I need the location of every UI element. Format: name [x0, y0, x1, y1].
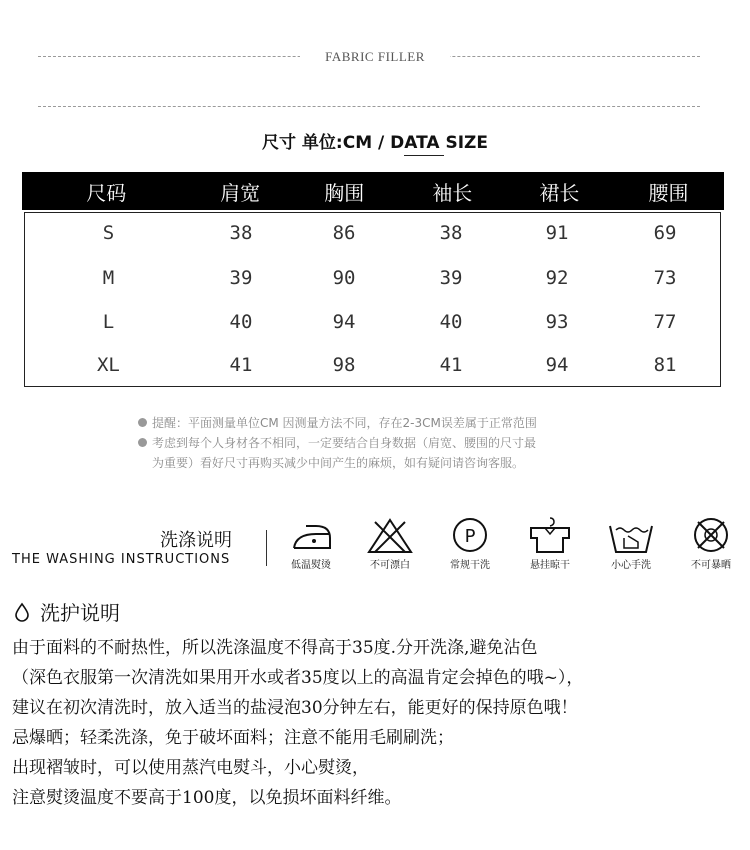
size-table-body [24, 212, 721, 387]
note-text: 为重要）看好尺寸再购买减少中间产生的麻烦，如有疑问请咨询客服。 [152, 456, 525, 470]
table-row [25, 263, 720, 293]
table-cell: 86 [332, 222, 356, 244]
table-cell: M [102, 267, 115, 289]
table-row [25, 218, 720, 248]
table-cell: 90 [332, 267, 356, 289]
col-header-size: 尺码 [86, 180, 127, 205]
icon-label: 小心手洗 [611, 560, 651, 571]
care-line: 出现褶皱时，可以使用蒸汽电熨斗，小心熨烫， [12, 758, 369, 778]
no-bleach-icon [355, 516, 425, 571]
care-body [12, 633, 742, 813]
table-cell: 38 [439, 222, 463, 244]
table-cell: 77 [653, 311, 677, 333]
care-line: （深色衣服第一次清洗如果用开水或者35度以上的高温肯定会掉色的哦~）， [12, 668, 584, 688]
col-header-shoulder: 肩宽 [220, 180, 261, 205]
col-header-waist: 腰围 [648, 180, 689, 205]
iron-low-temp-icon [276, 516, 346, 571]
table-cell: 94 [545, 354, 569, 376]
table-cell: 93 [545, 311, 569, 333]
table-cell: 41 [229, 354, 253, 376]
table-cell: S [102, 222, 115, 244]
size-table-title: 尺寸 单位:CM / DATA SIZE [262, 133, 488, 153]
no-sun-dry-icon [676, 516, 746, 571]
note-item [138, 453, 618, 473]
table-cell: 81 [653, 354, 677, 376]
col-header-sleeve: 袖长 [432, 180, 473, 205]
table-cell: 41 [439, 354, 463, 376]
care-line: 由于面料的不耐热性，所以洗涤温度不得高于35度.分开洗涤,避免沾色 [12, 638, 538, 658]
note-text: 考虑到每个人身材各不相同，一定要结合自身数据（肩宽、腰围的尺寸最 [152, 436, 537, 450]
col-header-chest: 胸围 [324, 180, 365, 205]
table-row [25, 350, 720, 380]
dry-clean-icon [435, 516, 505, 571]
hang-dry-icon [515, 516, 585, 571]
care-line: 忌爆晒；轻柔洗涤，免于破坏面料；注意不能用毛刷刷洗； [12, 728, 454, 748]
table-cell: 94 [332, 311, 356, 333]
care-title [14, 597, 120, 626]
icon-label: 低温熨烫 [291, 560, 331, 571]
care-line: 建议在初次清洗时，放入适当的盐浸泡30分钟左右，能更好的保持原色哦！ [12, 698, 578, 718]
table-cell: 91 [545, 222, 569, 244]
measurement-notes [138, 413, 618, 473]
table-cell: 38 [229, 222, 253, 244]
table-cell: 40 [439, 311, 463, 333]
icon-label: 常规干洗 [450, 560, 490, 571]
table-row [25, 307, 720, 337]
fabric-filler-label: FABRIC FILLER [300, 49, 450, 65]
washing-title-en: THE WASHING INSTRUCTIONS [12, 552, 231, 567]
table-cell: 98 [332, 354, 356, 376]
icon-label: 不可漂白 [370, 560, 410, 571]
col-header-skirt-length: 裙长 [539, 180, 580, 205]
title-underline [404, 155, 444, 156]
icon-label: 悬挂晾干 [530, 560, 570, 571]
note-item [138, 413, 618, 433]
care-line: 注意熨烫温度不要高于100度，以免损坏面料纤维。 [12, 788, 402, 808]
section-divider [38, 106, 700, 107]
size-table-header [22, 172, 724, 210]
bullet-icon [138, 418, 147, 427]
table-cell: 40 [229, 311, 253, 333]
note-text: 提醒：平面测量单位CM 因测量方法不同，存在2-3CM误差属于正常范围 [152, 416, 537, 430]
table-cell: 39 [229, 267, 253, 289]
table-cell: 92 [545, 267, 569, 289]
bullet-icon [138, 438, 147, 447]
table-cell: 69 [653, 222, 677, 244]
care-title-text: 洗护说明 [40, 601, 120, 625]
water-drop-icon [14, 602, 30, 622]
note-item [138, 433, 618, 453]
table-cell: L [102, 311, 115, 333]
washing-divider [266, 530, 267, 566]
icon-label: 不可暴晒 [691, 560, 731, 571]
washing-title-cn: 洗涤说明 [160, 530, 232, 551]
table-cell: 39 [439, 267, 463, 289]
hand-wash-icon [596, 516, 666, 571]
table-cell: XL [96, 354, 120, 376]
table-cell: 73 [653, 267, 677, 289]
dry-clean-symbol: P [464, 526, 476, 547]
